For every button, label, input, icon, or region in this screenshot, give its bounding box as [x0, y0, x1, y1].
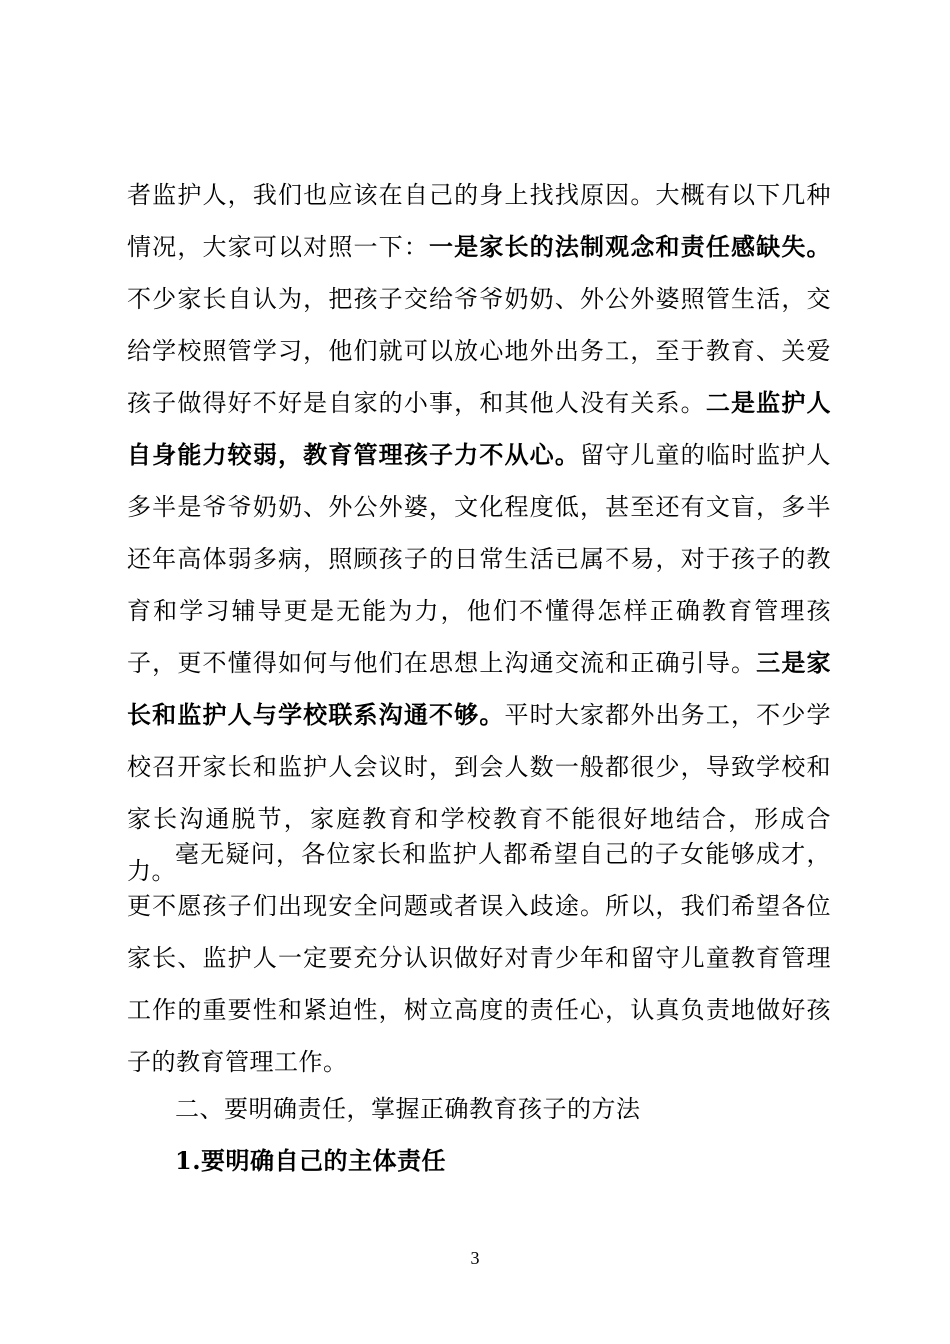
section-heading: 二、要明确责任，掌握正确教育孩子的方法: [175, 1095, 641, 1123]
paragraph-text: 者监护人，我们也应该在自己的身上找找原因。大概有以下几种情况，大家可以对照一下：: [127, 181, 831, 261]
body-paragraph: [127, 169, 831, 897]
paragraph-text: 不少家长自认为，把孩子交给爷爷奶奶、外公外婆照管生活，交给学校照管学习，他们就可以放心地外出务工，至于教育、关爱孩子做得好不好是自家的小事，和其他人没有关系。: [127, 285, 831, 417]
subsection-heading: 1.要明确自己的主体责任: [175, 1146, 447, 1175]
bold-point-three: 三是家长和监护人与学校联系沟通不够。: [127, 648, 832, 729]
bold-point-one: 一是家长的法制观念和责任感缺失。: [429, 232, 831, 261]
body-paragraph-2: 毫无疑问，各位家长和监护人都希望自己的子女能够成才，更不愿孩子们出现安全问题或者误入歧途。所以，我们希望各位家长、监护人一定要充分认识做好对青少年和留守儿童教育管理工作的重要性和紧迫性，树立高度的责任心，认真负责地做好孩子的教育管理工作。: [127, 840, 831, 1076]
paragraph-text: 平时大家都外出务工，不少学校召开家长和监护人会议时，到会人数一般都很少，导致学校和家长沟通脱节，家庭教育和学校教育不能很好地结合，形成合力。: [127, 701, 831, 885]
paragraph-text: 留守儿童的临时监护人多半是爷爷奶奶、外公外婆，文化程度低，甚至还有文盲，多半还年高体弱多病，照顾孩子的日常生活已属不易，对于孩子的教育和学习辅导更是无能为力，他们不懂得怎样正确教育管理孩子，更不懂得如何与他们在思想上沟通交流和正确引导。: [127, 441, 831, 677]
page-number: 3: [470, 1248, 480, 1268]
bold-point-two: 二是监护人自身能力较弱，教育管理孩子力不从心。: [127, 388, 832, 469]
